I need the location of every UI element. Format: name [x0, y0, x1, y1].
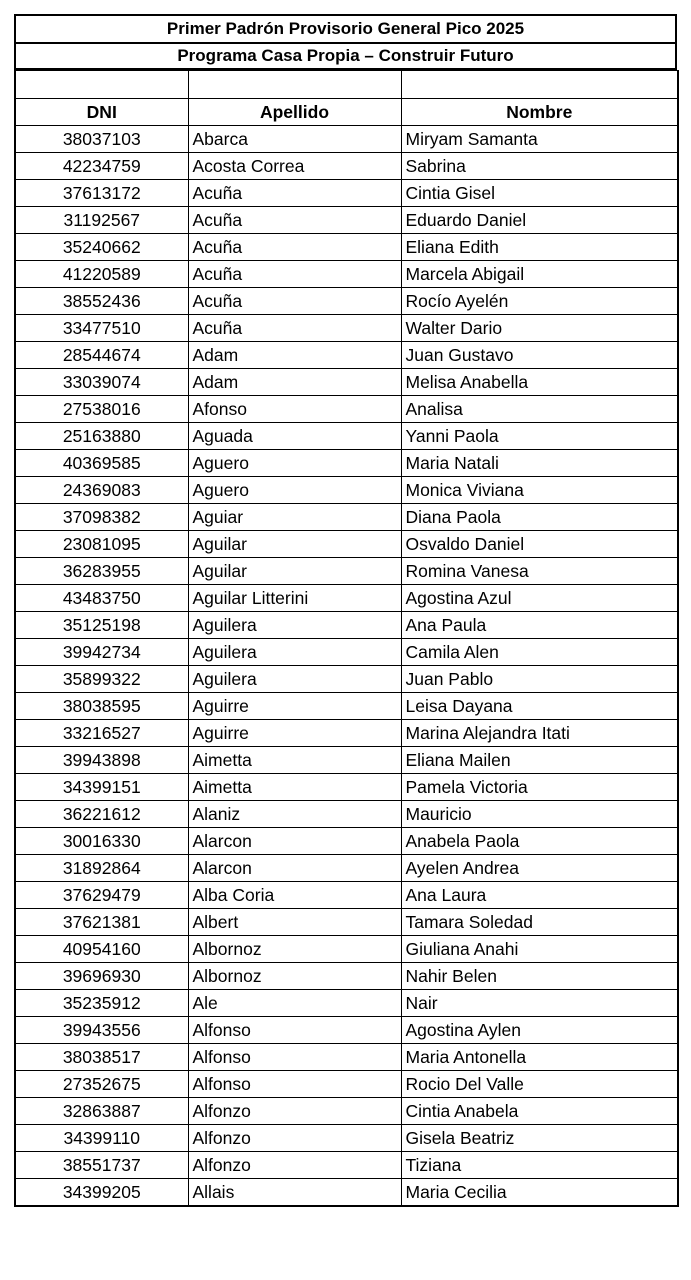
table-row: [15, 1152, 678, 1179]
apellido-cell: Aguada: [188, 423, 401, 450]
table-row: [15, 558, 678, 585]
apellido-cell: Acuña: [188, 288, 401, 315]
table-row: [15, 585, 678, 612]
dni-cell: 38551737: [15, 1152, 188, 1179]
apellido-cell: Aguirre: [188, 720, 401, 747]
nombre-cell: Ana Laura: [401, 882, 678, 909]
apellido-cell: Acuña: [188, 315, 401, 342]
apellido-cell: Aimetta: [188, 774, 401, 801]
dni-cell: 39942734: [15, 639, 188, 666]
dni-cell: 38038517: [15, 1044, 188, 1071]
padron-sheet: [14, 14, 677, 1207]
dni-cell: 35125198: [15, 612, 188, 639]
blank-row: [15, 71, 678, 99]
nombre-cell: Camila Alen: [401, 639, 678, 666]
table-row: [15, 1098, 678, 1125]
table-row: [15, 693, 678, 720]
nombre-cell: Eliana Edith: [401, 234, 678, 261]
apellido-cell: Aguilera: [188, 612, 401, 639]
table-row: [15, 180, 678, 207]
table-row: [15, 315, 678, 342]
apellido-cell: Alfonzo: [188, 1152, 401, 1179]
table-row: [15, 747, 678, 774]
nombre-cell: Cintia Anabela: [401, 1098, 678, 1125]
table-row: [15, 666, 678, 693]
dni-cell: 37621381: [15, 909, 188, 936]
dni-cell: 34399151: [15, 774, 188, 801]
dni-cell: 40954160: [15, 936, 188, 963]
dni-cell: 33477510: [15, 315, 188, 342]
nombre-cell: Osvaldo Daniel: [401, 531, 678, 558]
dni-cell: 38552436: [15, 288, 188, 315]
table-row: [15, 1179, 678, 1207]
dni-cell: 23081095: [15, 531, 188, 558]
dni-cell: 31192567: [15, 207, 188, 234]
apellido-cell: Adam: [188, 342, 401, 369]
table-row: [15, 963, 678, 990]
nombre-cell: Giuliana Anahi: [401, 936, 678, 963]
dni-cell: 27538016: [15, 396, 188, 423]
dni-cell: 43483750: [15, 585, 188, 612]
table-row: [15, 612, 678, 639]
column-header-dni: DNI: [15, 99, 188, 126]
apellido-cell: Albornoz: [188, 963, 401, 990]
apellido-cell: Alfonzo: [188, 1125, 401, 1152]
dni-cell: 34399110: [15, 1125, 188, 1152]
padron-table-body: [15, 71, 678, 1207]
nombre-cell: Juan Pablo: [401, 666, 678, 693]
apellido-cell: Abarca: [188, 126, 401, 153]
dni-cell: 31892864: [15, 855, 188, 882]
apellido-cell: Aimetta: [188, 747, 401, 774]
dni-cell: 27352675: [15, 1071, 188, 1098]
nombre-cell: Analisa: [401, 396, 678, 423]
table-row: [15, 126, 678, 153]
document-title: Primer Padrón Provisorio General Pico 2025: [14, 14, 677, 42]
apellido-cell: Acuña: [188, 261, 401, 288]
nombre-cell: Rocío Ayelén: [401, 288, 678, 315]
dni-cell: 36221612: [15, 801, 188, 828]
table-row: [15, 1044, 678, 1071]
column-header-apellido: Apellido: [188, 99, 401, 126]
nombre-cell: Eliana Mailen: [401, 747, 678, 774]
apellido-cell: Alarcon: [188, 828, 401, 855]
dni-cell: 24369083: [15, 477, 188, 504]
table-row: [15, 801, 678, 828]
nombre-cell: Mauricio: [401, 801, 678, 828]
table-row: [15, 936, 678, 963]
nombre-cell: Gisela Beatriz: [401, 1125, 678, 1152]
apellido-cell: Aguilera: [188, 639, 401, 666]
blank-cell: [401, 71, 678, 99]
dni-cell: 35240662: [15, 234, 188, 261]
nombre-cell: Maria Cecilia: [401, 1179, 678, 1207]
nombre-cell: Eduardo Daniel: [401, 207, 678, 234]
document-subtitle: Programa Casa Propia – Construir Futuro: [14, 42, 677, 70]
nombre-cell: Ayelen Andrea: [401, 855, 678, 882]
dni-cell: 39943898: [15, 747, 188, 774]
dni-cell: 28544674: [15, 342, 188, 369]
apellido-cell: Allais: [188, 1179, 401, 1207]
nombre-cell: Marina Alejandra Itati: [401, 720, 678, 747]
nombre-cell: Marcela Abigail: [401, 261, 678, 288]
table-row: [15, 261, 678, 288]
apellido-cell: Aguilar: [188, 531, 401, 558]
apellido-cell: Aguero: [188, 450, 401, 477]
apellido-cell: Alaniz: [188, 801, 401, 828]
dni-cell: 30016330: [15, 828, 188, 855]
blank-cell: [188, 71, 401, 99]
table-row: [15, 342, 678, 369]
dni-cell: 33039074: [15, 369, 188, 396]
nombre-cell: Agostina Aylen: [401, 1017, 678, 1044]
dni-cell: 35235912: [15, 990, 188, 1017]
table-row: [15, 1017, 678, 1044]
table-row: [15, 504, 678, 531]
apellido-cell: Aguilera: [188, 666, 401, 693]
dni-cell: 39696930: [15, 963, 188, 990]
dni-cell: 41220589: [15, 261, 188, 288]
apellido-cell: Acuña: [188, 207, 401, 234]
nombre-cell: Pamela Victoria: [401, 774, 678, 801]
nombre-cell: Yanni Paola: [401, 423, 678, 450]
dni-cell: 42234759: [15, 153, 188, 180]
apellido-cell: Aguirre: [188, 693, 401, 720]
table-row: [15, 288, 678, 315]
table-row: [15, 153, 678, 180]
dni-cell: 35899322: [15, 666, 188, 693]
apellido-cell: Alfonso: [188, 1071, 401, 1098]
apellido-cell: Alfonso: [188, 1044, 401, 1071]
table-row: [15, 774, 678, 801]
nombre-cell: Juan Gustavo: [401, 342, 678, 369]
nombre-cell: Diana Paola: [401, 504, 678, 531]
table-row: [15, 450, 678, 477]
nombre-cell: Nair: [401, 990, 678, 1017]
dni-cell: 38038595: [15, 693, 188, 720]
dni-cell: 25163880: [15, 423, 188, 450]
table-row: [15, 207, 678, 234]
apellido-cell: Alfonzo: [188, 1098, 401, 1125]
table-row: [15, 909, 678, 936]
dni-cell: 37629479: [15, 882, 188, 909]
blank-cell: [15, 71, 188, 99]
dni-cell: 39943556: [15, 1017, 188, 1044]
table-row: [15, 1125, 678, 1152]
nombre-cell: Ana Paula: [401, 612, 678, 639]
nombre-cell: Sabrina: [401, 153, 678, 180]
nombre-cell: Miryam Samanta: [401, 126, 678, 153]
apellido-cell: Albornoz: [188, 936, 401, 963]
dni-cell: 37613172: [15, 180, 188, 207]
dni-cell: 37098382: [15, 504, 188, 531]
nombre-cell: Tamara Soledad: [401, 909, 678, 936]
dni-cell: 36283955: [15, 558, 188, 585]
dni-cell: 33216527: [15, 720, 188, 747]
table-row: [15, 234, 678, 261]
table-row: [15, 828, 678, 855]
nombre-cell: Walter Dario: [401, 315, 678, 342]
nombre-cell: Monica Viviana: [401, 477, 678, 504]
nombre-cell: Agostina Azul: [401, 585, 678, 612]
nombre-cell: Nahir Belen: [401, 963, 678, 990]
apellido-cell: Aguilar Litterini: [188, 585, 401, 612]
apellido-cell: Acuña: [188, 234, 401, 261]
column-header-nombre: Nombre: [401, 99, 678, 126]
dni-cell: 34399205: [15, 1179, 188, 1207]
table-row: [15, 369, 678, 396]
apellido-cell: Acosta Correa: [188, 153, 401, 180]
nombre-cell: Tiziana: [401, 1152, 678, 1179]
nombre-cell: Maria Antonella: [401, 1044, 678, 1071]
nombre-cell: Cintia Gisel: [401, 180, 678, 207]
apellido-cell: Aguero: [188, 477, 401, 504]
apellido-cell: Afonso: [188, 396, 401, 423]
table-row: [15, 423, 678, 450]
table-row: [15, 1071, 678, 1098]
dni-cell: 38037103: [15, 126, 188, 153]
table-row: [15, 639, 678, 666]
table-row: [15, 882, 678, 909]
table-row: [15, 477, 678, 504]
nombre-cell: Melisa Anabella: [401, 369, 678, 396]
dni-cell: 40369585: [15, 450, 188, 477]
apellido-cell: Alba Coria: [188, 882, 401, 909]
table-row: [15, 531, 678, 558]
apellido-cell: Adam: [188, 369, 401, 396]
apellido-cell: Acuña: [188, 180, 401, 207]
table-row: [15, 855, 678, 882]
apellido-cell: Aguilar: [188, 558, 401, 585]
nombre-cell: Anabela Paola: [401, 828, 678, 855]
nombre-cell: Maria Natali: [401, 450, 678, 477]
padron-table: [14, 70, 679, 1207]
apellido-cell: Albert: [188, 909, 401, 936]
table-row: [15, 990, 678, 1017]
table-row: [15, 720, 678, 747]
table-row: [15, 396, 678, 423]
apellido-cell: Aguiar: [188, 504, 401, 531]
nombre-cell: Leisa Dayana: [401, 693, 678, 720]
nombre-cell: Romina Vanesa: [401, 558, 678, 585]
apellido-cell: Alarcon: [188, 855, 401, 882]
header-row: [15, 99, 678, 126]
apellido-cell: Alfonso: [188, 1017, 401, 1044]
apellido-cell: Ale: [188, 990, 401, 1017]
nombre-cell: Rocio Del Valle: [401, 1071, 678, 1098]
dni-cell: 32863887: [15, 1098, 188, 1125]
